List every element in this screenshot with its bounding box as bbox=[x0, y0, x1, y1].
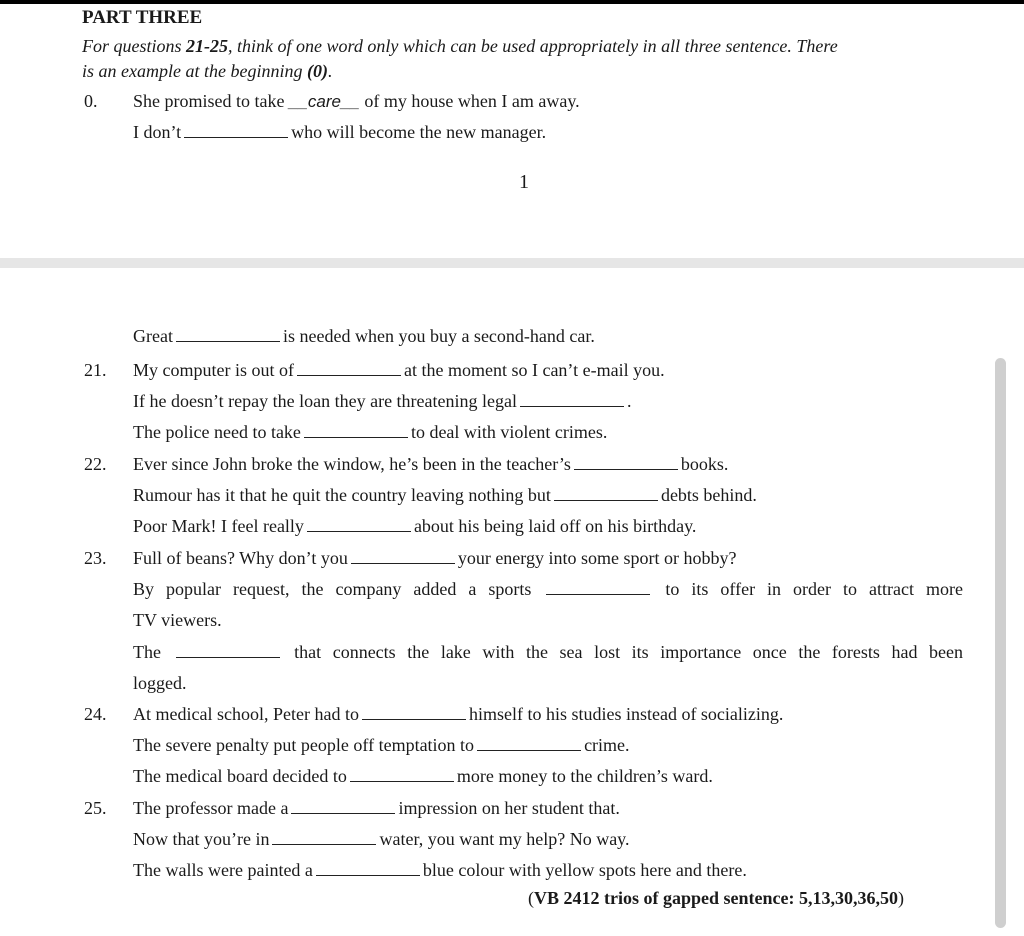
q25-sentence-1: The professor made a impression on her student that. bbox=[133, 798, 620, 818]
answer-blank[interactable] bbox=[176, 642, 280, 658]
answer-blank[interactable] bbox=[307, 516, 411, 532]
part-title: PART THREE bbox=[82, 7, 203, 28]
q22-sentence-2: Rumour has it that he quit the country leaving nothing but debts behind. bbox=[133, 485, 757, 505]
q23-sentence-3: The that connects the lake with the sea lost its importance once the forests had been bbox=[133, 642, 964, 662]
q23-sentence-2-cont: TV viewers. bbox=[133, 610, 222, 630]
q21-sentence-1: My computer is out of at the moment so I can’t e-mail you. bbox=[133, 360, 665, 380]
q23-sentence-3-cont: logged. bbox=[133, 673, 187, 693]
q25-sentence-2: Now that you’re in water, you want my help? No way. bbox=[133, 829, 630, 849]
answer-blank[interactable] bbox=[184, 122, 288, 138]
answer-blank[interactable] bbox=[351, 548, 455, 564]
q25-sentence-3: The walls were painted a blue colour with yellow spots here and there. bbox=[133, 860, 747, 880]
example-answer: __care__ bbox=[288, 92, 360, 111]
answer-blank[interactable] bbox=[546, 579, 650, 595]
q24-sentence-1: At medical school, Peter had to himself to his studies instead of socializing. bbox=[133, 704, 784, 724]
answer-blank[interactable] bbox=[477, 735, 581, 751]
page-number: 1 bbox=[519, 171, 529, 193]
answer-blank[interactable] bbox=[362, 704, 466, 720]
answer-blank[interactable] bbox=[350, 766, 454, 782]
answer-blank[interactable] bbox=[176, 326, 280, 342]
vertical-scrollbar[interactable] bbox=[995, 358, 1006, 928]
q23-sentence-1: Full of beans? Why don’t you your energy into some sport or hobby? bbox=[133, 548, 737, 568]
instructions-line-2: is an example at the beginning (0). bbox=[82, 61, 333, 81]
question-number-25: 25. bbox=[84, 798, 107, 818]
page-separator bbox=[0, 258, 1024, 268]
answer-blank[interactable] bbox=[304, 422, 408, 438]
answer-blank[interactable] bbox=[554, 485, 658, 501]
q24-sentence-2: The severe penalty put people off temptation to crime. bbox=[133, 735, 630, 755]
example-sentence-2: I don’t who will become the new manager. bbox=[133, 122, 547, 142]
q22-sentence-3: Poor Mark! I feel really about his being laid off on his birthday. bbox=[133, 516, 697, 536]
answer-blank[interactable] bbox=[316, 860, 420, 876]
q21-sentence-2: If he doesn’t repay the loan they are threatening legal . bbox=[133, 391, 632, 411]
source-reference: (VB 2412 trios of gapped sentence: 5,13,30,36,50) bbox=[528, 888, 904, 908]
example-number: 0. bbox=[84, 91, 98, 111]
question-number-21: 21. bbox=[84, 360, 107, 380]
answer-blank[interactable] bbox=[297, 360, 401, 376]
example-sentence-1: She promised to take __care__ of my house when I am away. bbox=[133, 91, 580, 111]
q24-sentence-3: The medical board decided to more money to the children’s ward. bbox=[133, 766, 713, 786]
question-number-22: 22. bbox=[84, 454, 107, 474]
q23-sentence-2: By popular request, the company added a sports to its offer in order to attract more bbox=[133, 579, 963, 599]
q21-sentence-3: The police need to take to deal with violent crimes. bbox=[133, 422, 608, 442]
example-sentence-3: Great is needed when you buy a second-hand car. bbox=[133, 326, 595, 346]
answer-blank[interactable] bbox=[291, 798, 395, 814]
answer-blank[interactable] bbox=[574, 454, 678, 470]
question-number-24: 24. bbox=[84, 704, 107, 724]
q22-sentence-1: Ever since John broke the window, he’s been in the teacher’s books. bbox=[133, 454, 729, 474]
instructions-line-1: For questions 21-25, think of one word only which can be used appropriately in all three sentence. There bbox=[82, 36, 838, 56]
answer-blank[interactable] bbox=[272, 829, 376, 845]
answer-blank[interactable] bbox=[520, 391, 624, 407]
question-number-23: 23. bbox=[84, 548, 107, 568]
